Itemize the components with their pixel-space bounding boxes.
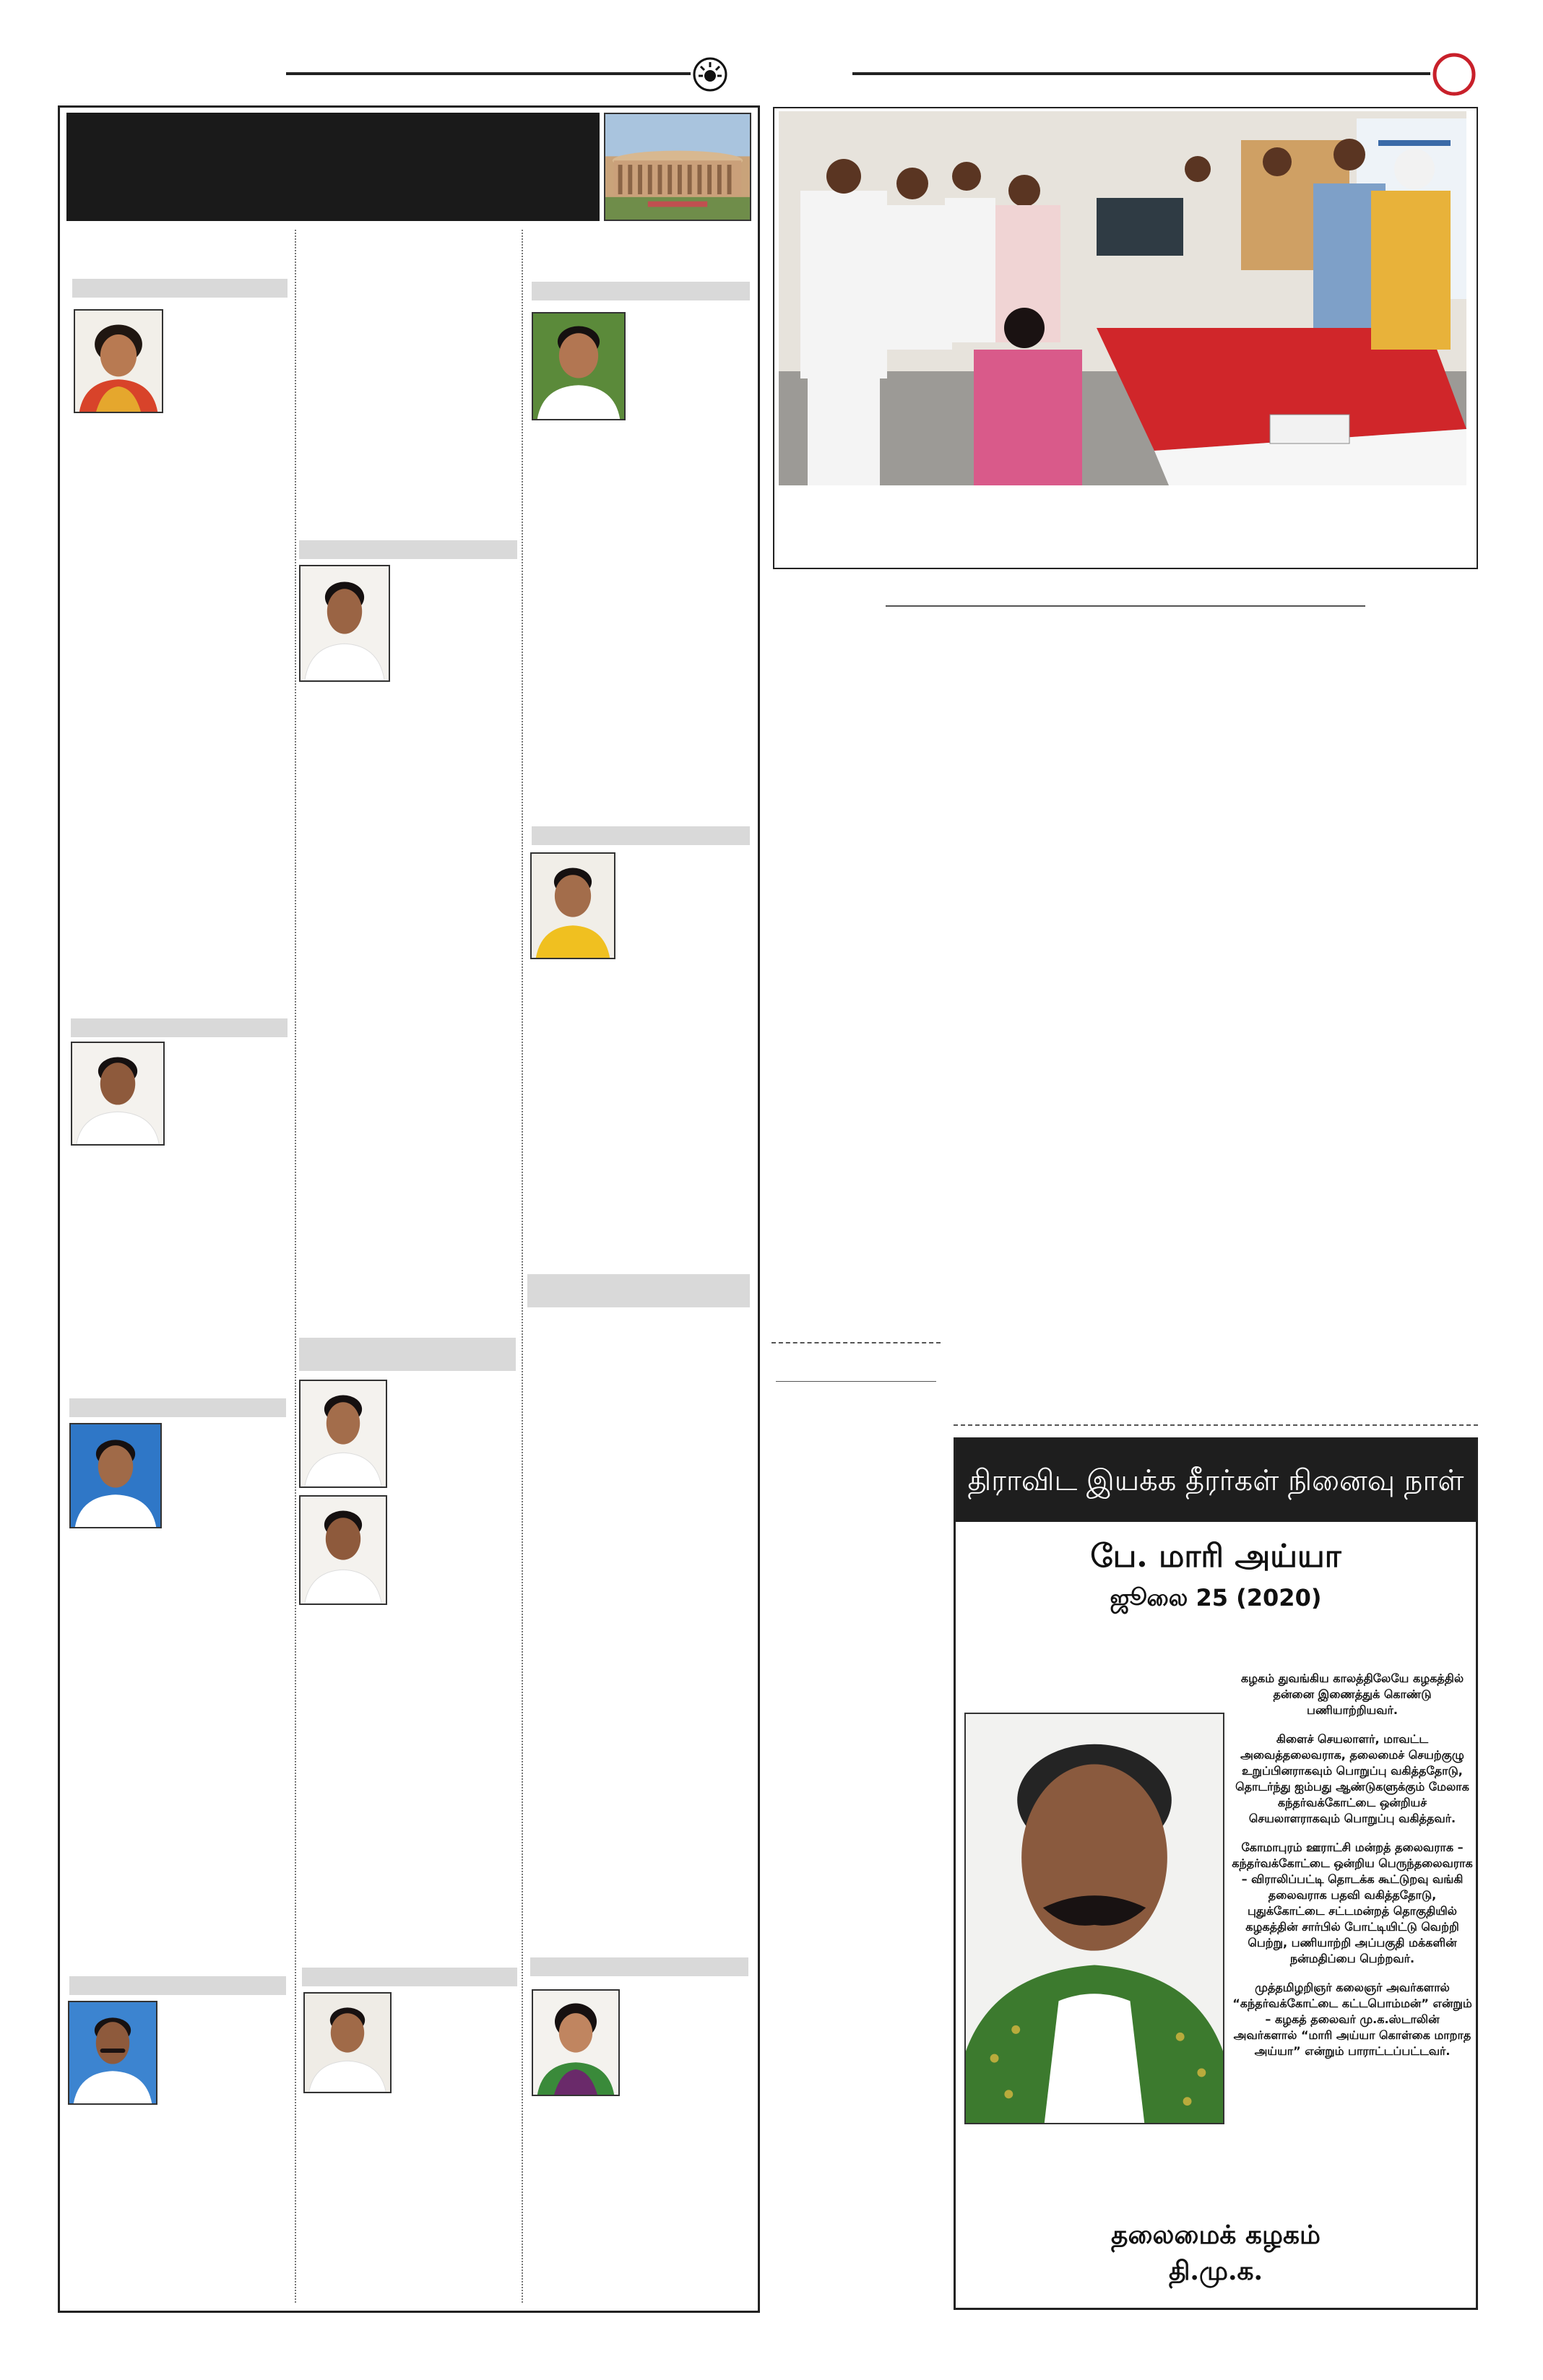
column-separator-1: [295, 230, 296, 2303]
parliament-photo: [604, 113, 751, 221]
column-separator-2: [522, 230, 523, 2303]
dashed-divider: [954, 1424, 1478, 1426]
portrait-photo: [532, 312, 626, 420]
top-rule-right: [852, 72, 1430, 75]
memorial-body: [1232, 1671, 1473, 2072]
name-strip: [69, 1976, 286, 1995]
name-strip: [532, 282, 750, 300]
memorial-paragraph: கிளைச் செயலாளர், மாவட்ட அவைத்தலைவராக, தலைமைச் செயற்குழு உறுப்பினராகவும் பொறுப்பு வகித்ததோடு, தொடர்ந்து ஐம்பது ஆண்டுகளுக்கும் மேலாக கந்தர்வக்கோட்டை ஒன்றியச் செயலாளராகவும் பொறுப்பு வகித்தவர்.: [1235, 1732, 1469, 1825]
red-circle-emblem-icon: [1432, 52, 1477, 97]
name-strip: [302, 1968, 517, 1986]
short-rule: [776, 1381, 936, 1382]
portrait-photo: [530, 852, 615, 959]
portrait-photo: [532, 1989, 620, 2096]
portrait-photo: [74, 309, 163, 413]
memorial-footer-org: தலைமைக் கழகம்: [1111, 2220, 1321, 2250]
memorial-paragraph: கோமாபுரம் ஊராட்சி மன்றத் தலைவராக – கந்தர்வக்கோட்டை ஒன்றிய பெருந்தலைவராக – விராலிப்பட்டி தொடக்க கூட்டுறவு வங்கி தலைவராக பதவி வகித்ததோடு, புதுக்கோட்டை சட்டமன்றத் தொகுதியில் கழகத்தின் சார்பில் போட்டியிட்டு வெற்றி பெற்று, பணியாற்றி அப்பகுதி மக்களின் நன்மதிப்பை பெற்றவர்.: [1232, 1840, 1473, 1965]
memorial-paragraph: முத்தமிழறிஞர் கலைஞர் அவர்களால் “கந்தர்வக்கோட்டை கட்டபொம்மன்” என்றும் – கழகத் தலைவர் மு.க.ஸ்டாலின் அவர்களால் “மாரி அய்யா கொள்கை மாறாத அய்யா” என்றும் பாராட்டப்பட்டவர்.: [1232, 1981, 1472, 2058]
memorial-portrait: [964, 1713, 1224, 2124]
name-strip: [532, 826, 750, 845]
name-strip: [69, 1398, 286, 1417]
memorial-date: ஜூலை 25 (2020): [1110, 1584, 1322, 1611]
header-black-block: [66, 113, 600, 221]
name-strip: [527, 1274, 750, 1307]
event-photo: [779, 111, 1466, 485]
name-strip: [299, 1338, 516, 1371]
name-strip: [299, 540, 517, 559]
portrait-photo: [71, 1042, 165, 1146]
name-strip: [71, 1018, 288, 1037]
portrait-photo: [299, 1380, 387, 1488]
name-strip: [72, 279, 288, 298]
rising-sun-emblem-icon: [692, 56, 728, 92]
portrait-photo: [68, 2001, 157, 2105]
portrait-photo: [303, 1992, 392, 2093]
portrait-photo: [69, 1423, 162, 1528]
dashed-divider: [772, 1342, 941, 1343]
memorial-banner: திராவிட இயக்க தீரர்கள் நினைவு நாள்: [956, 1440, 1476, 1522]
portrait-photo: [299, 565, 390, 682]
memorial-paragraph: கழகம் துவங்கிய காலத்திலேயே கழகத்தில் தன்னை இணைத்துக் கொண்டு பணியாற்றியவர்.: [1240, 1671, 1464, 1717]
memorial-footer-party: தி.மு.க.: [1168, 2256, 1263, 2286]
memorial-notice: [954, 1437, 1478, 2310]
portrait-photo: [299, 1495, 387, 1605]
name-strip: [530, 1957, 748, 1976]
memorial-name: பே. மாரி அய்யா: [1090, 1538, 1341, 1575]
article-divider: [886, 605, 1365, 607]
top-rule-left: [286, 72, 691, 75]
